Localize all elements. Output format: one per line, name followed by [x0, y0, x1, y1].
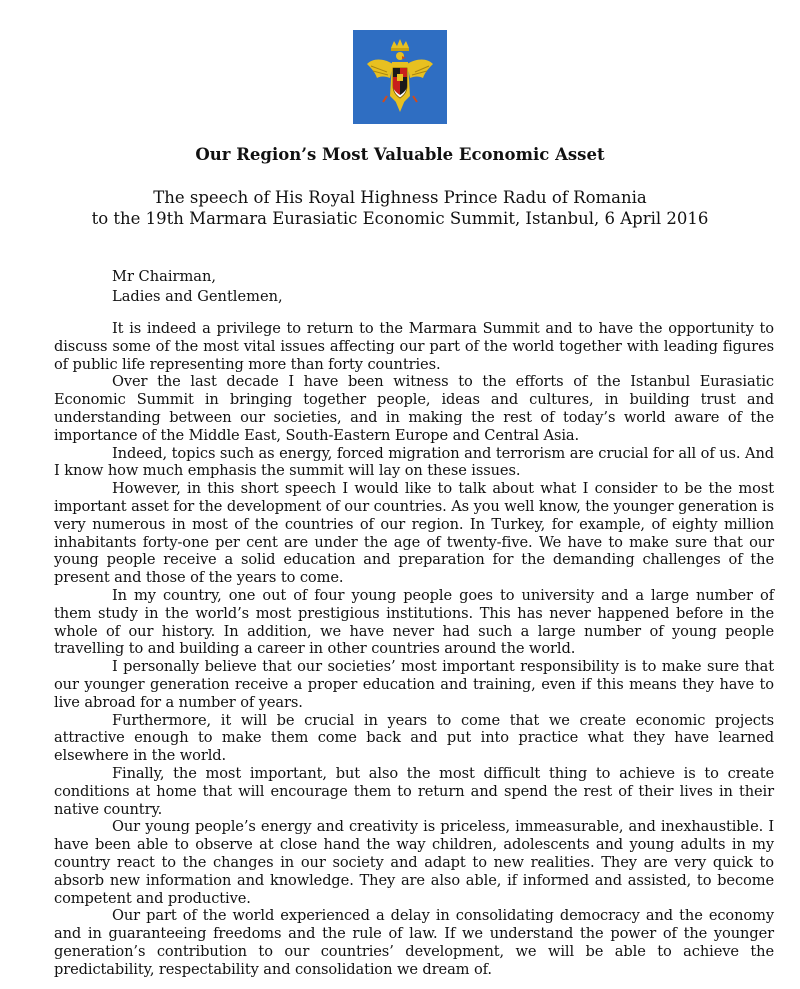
- coat-of-arms-emblem: [353, 30, 447, 124]
- salutation-line: Mr Chairman,: [112, 268, 217, 285]
- royal-coat-of-arms-icon: [357, 34, 443, 120]
- paragraph: It is indeed a privilege to return to the Marmara Summit and to have the opportunity to discuss some of the most vital issues affecting our part of the world together with leading figures of public life representing more than forty countries.: [54, 320, 774, 373]
- paragraph: Our part of the world experienced a delay in consolidating democracy and the economy and in guaranteeing freedoms and the rule of law. If we understand the power of the younger generation’s contribution to our countries’ development, we will be able to achieve the predictability, respectability and consolidation we dream of.: [54, 907, 774, 978]
- subtitle-line: to the 19th Marmara Eurasiatic Economic Summit, Istanbul, 6 April 2016: [91, 209, 709, 228]
- document-title: Our Region’s Most Valuable Economic Asset: [195, 145, 605, 164]
- paragraph: However, in this short speech I would like to talk about what I consider to be the most important asset for the development of our countries. As you well know, the younger generation is very numerous in most of the countries of our region. In Turkey, for example, of eighty million inhabitants forty-one per cent are under the age of twenty-five. We have to make sure that our young people receive a solid education and preparation for the demanding challenges of the present and those of the years to come.: [54, 480, 774, 587]
- salutation-line: Ladies and Gentlemen,: [112, 288, 283, 305]
- document-subtitle: [0, 187, 800, 229]
- speech-body: [54, 320, 774, 978]
- paragraph: Furthermore, it will be crucial in years to come that we create economic projects attractive enough to make them come back and put into practice what they have learned elsewhere in the world.: [54, 711, 774, 765]
- paragraph: Indeed, topics such as energy, forced migration and terrorism are crucial for all of us. And I know how much emphasis the summit will lay on these issues.: [54, 444, 774, 480]
- paragraph: Over the last decade I have been witness to the efforts of the Istanbul Eurasiatic Economic Summit in bringing together people, ideas and cultures, in building trust and understanding between our societies, and in making the rest of today’s world aware of the importance of the Middle East, South-Eastern Europe and Central Asia.: [54, 373, 774, 444]
- paragraph: Our young people’s energy and creativity is priceless, immeasurable, and inexhaustible. I have been able to observe at close hand the way children, adolescents and young adults in my country react to the changes in our society and adapt to new realities. They are very quick to absorb new information and knowledge. They are also able, if informed and assisted, to become competent and productive.: [54, 818, 774, 907]
- paragraph: Finally, the most important, but also the most difficult thing to achieve is to create conditions at home that will encourage them to return and spend the rest of their lives in their native country.: [54, 764, 774, 818]
- salutation: [112, 267, 283, 307]
- paragraph: In my country, one out of four young people goes to university and a large number of them study in the world’s most prestigious institutions. This has never happened before in the whole of our history. In addition, we have never had such a large number of young people travelling to and building a career in other countries around the world.: [54, 586, 774, 658]
- subtitle-line: The speech of His Royal Highness Prince Radu of Romania: [153, 188, 647, 207]
- paragraph: I personally believe that our societies’ most important responsibility is to make sure that our younger generation receive a proper education and training, even if this means they have to live abroad for a number of years.: [54, 658, 774, 711]
